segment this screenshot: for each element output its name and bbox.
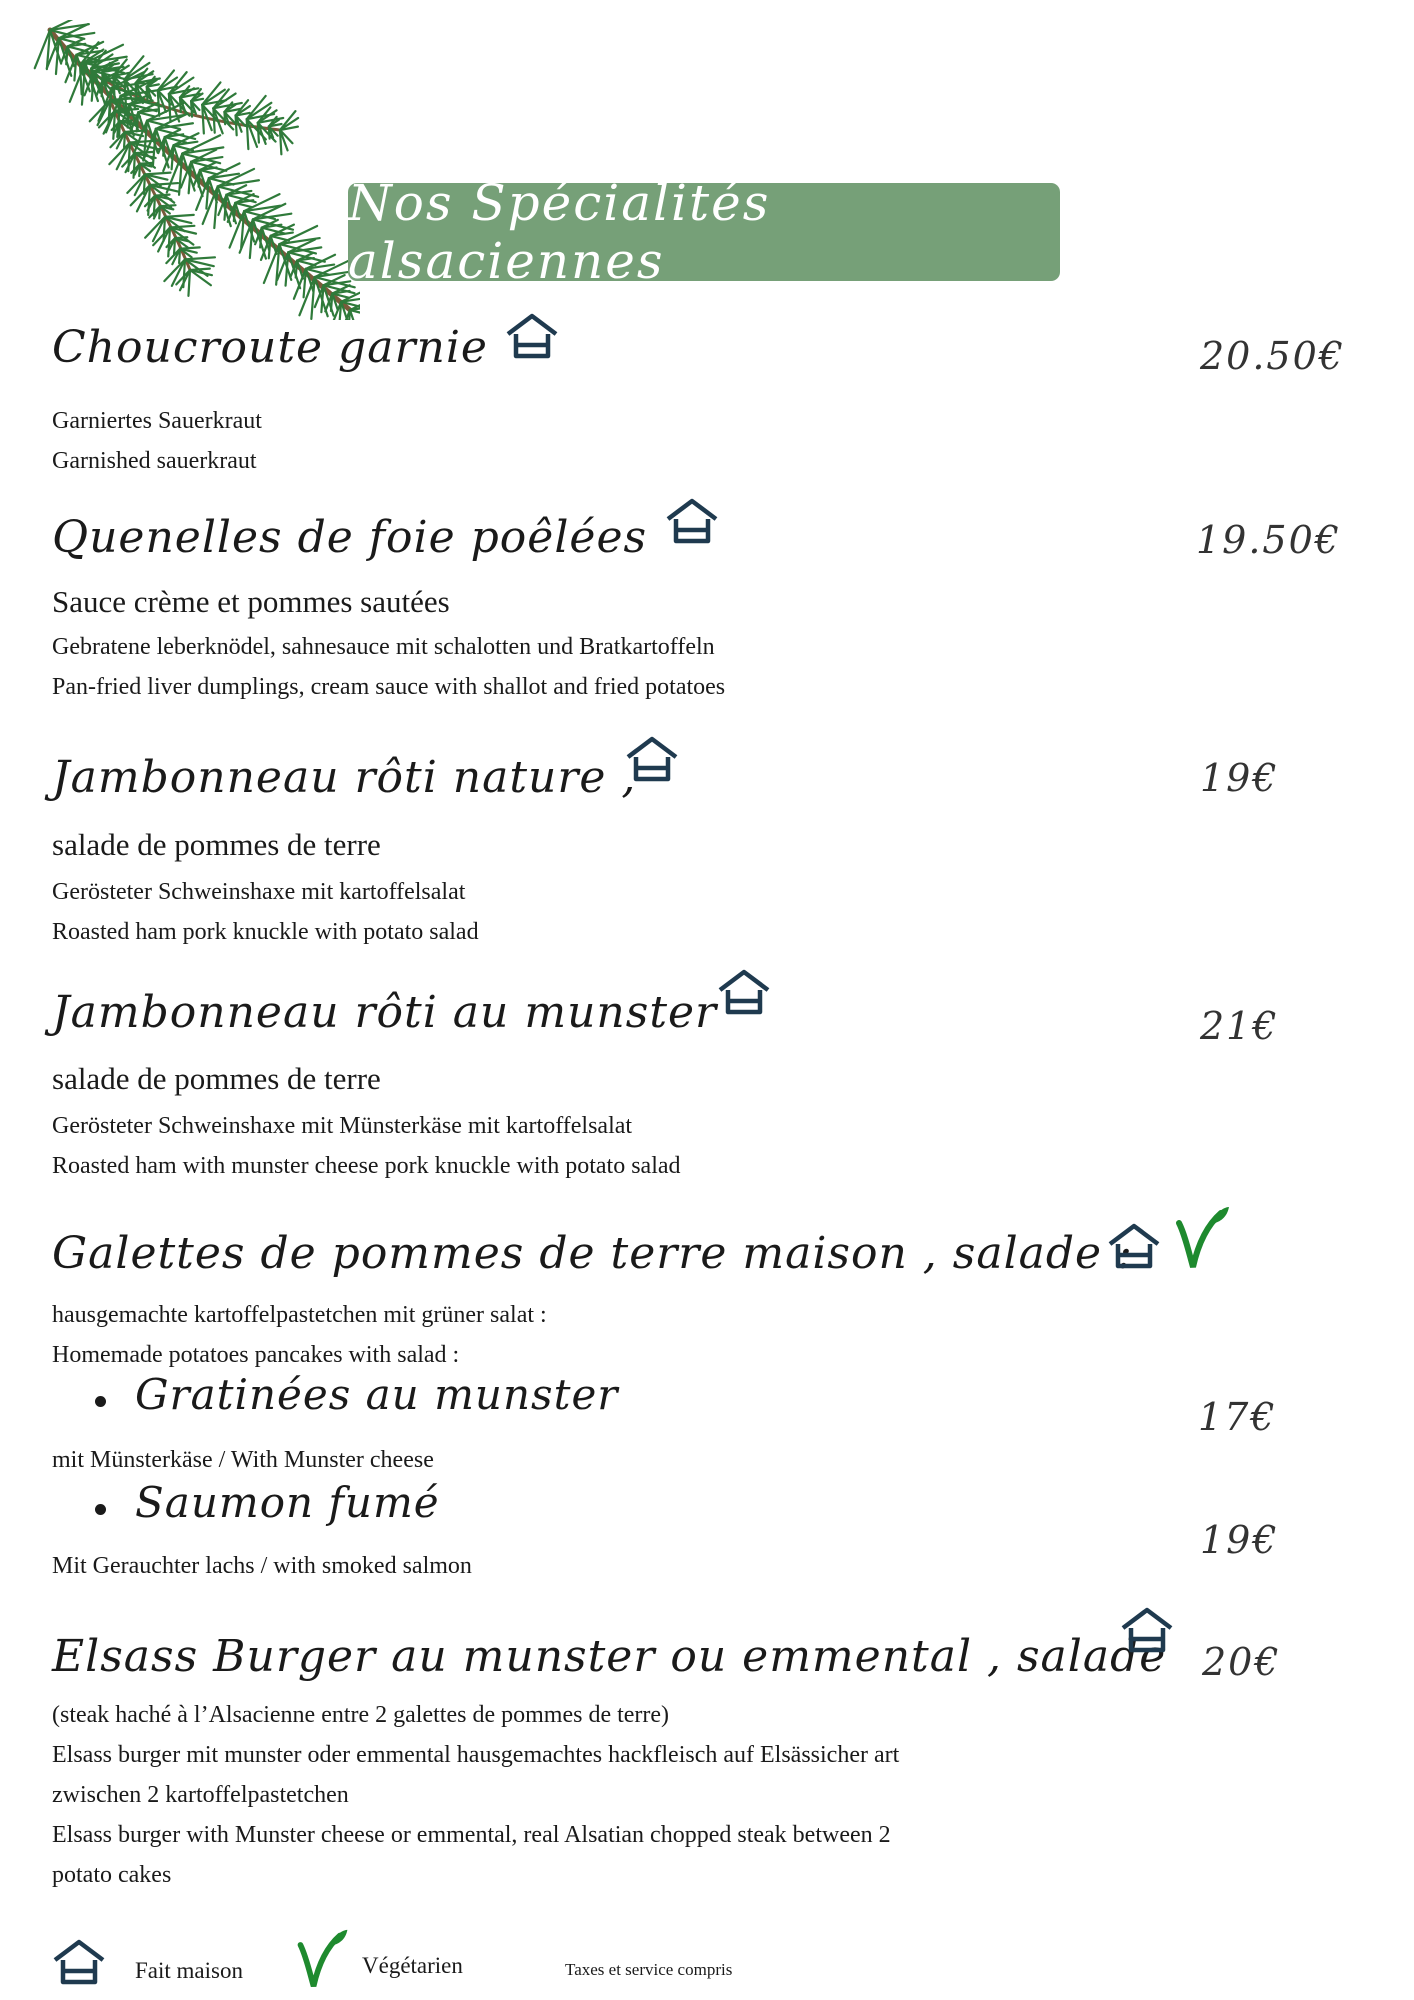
dish-description: Garniertes Sauerkraut Garnished sauerkraut	[52, 408, 262, 474]
vegetarian-icon	[295, 1928, 350, 1990]
vegetarian-icon	[1175, 1205, 1230, 1271]
house-icon	[625, 735, 679, 783]
legend-homemade: Fait maison	[135, 1958, 243, 1983]
dish-title: Jambonneau rôti nature ,	[52, 752, 637, 803]
option-description: mit Münsterkäse / With Munster cheese	[52, 1447, 434, 1473]
option-price: 17€	[1198, 1395, 1277, 1439]
legend-vegetarian: Végétarien	[362, 1953, 463, 1978]
option-price: 19€	[1200, 1518, 1279, 1562]
dish-price: 19€	[1200, 756, 1279, 800]
house-icon	[1120, 1606, 1174, 1654]
dish-title: Choucroute garnie	[52, 322, 488, 373]
option-title: Saumon fumé	[135, 1478, 440, 1527]
dish-subtitle: Sauce crème et pommes sautées	[52, 584, 450, 619]
dish-description: hausgemachte kartoffelpastetchen mit grüner salat : Homemade potatoes pancakes with salad :	[52, 1302, 547, 1368]
dish-price: 20.50€	[1200, 334, 1345, 378]
dish-description: Gerösteter Schweinshaxe mit Münsterkäse mit kartoffelsalat Roasted ham with munster cheese pork knuckle with potato salad	[52, 1113, 681, 1179]
house-icon	[505, 312, 559, 360]
dish-price: 20€	[1202, 1640, 1281, 1684]
legend-taxes: Taxes et service compris	[565, 1960, 733, 1979]
pine-branch-illustration	[20, 20, 360, 320]
bullet	[95, 1504, 106, 1515]
dish-subtitle: salade de pommes de terre	[52, 827, 381, 862]
dish-subtitle: salade de pommes de terre	[52, 1061, 381, 1096]
dish-price: 21€	[1200, 1004, 1279, 1048]
dish-description: (steak haché à l’Alsacienne entre 2 galettes de pommes de terre) Elsass burger mit munster oder emmental hausgemachtes hackfleisch auf Elsässicher art zwischen 2 kartoffelpastetchen Elsass burger with Munster cheese or emmental, real Alsatian chopped steak between 2 potato cakes	[52, 1702, 900, 1888]
option-title: Gratinées au munster	[135, 1370, 619, 1419]
dish-description: Gerösteter Schweinshaxe mit kartoffelsalat Roasted ham pork knuckle with potato salad	[52, 879, 479, 945]
dish-title: Quenelles de foie poêlées	[52, 512, 648, 563]
house-icon	[52, 1938, 106, 1986]
dish-price: 19.50€	[1196, 518, 1341, 562]
bullet	[95, 1396, 106, 1407]
house-icon	[1107, 1222, 1161, 1270]
dish-title: Jambonneau rôti au munster	[52, 987, 718, 1038]
house-icon	[665, 497, 719, 545]
dish-description: Gebratene leberknödel, sahnesauce mit schalotten und Bratkartoffeln Pan-fried liver dumplings, cream sauce with shallot and fried potatoes	[52, 634, 726, 700]
option-description: Mit Gerauchter lachs / with smoked salmon	[52, 1553, 472, 1579]
dish-title: Galettes de pommes de terre maison , salade :	[52, 1228, 1133, 1279]
title-banner	[348, 174, 1060, 290]
dish-title: Elsass Burger au munster ou emmental , salade	[52, 1631, 1167, 1682]
page-title: Nos Spécialités alsaciennes	[348, 174, 771, 290]
house-icon	[717, 968, 771, 1016]
